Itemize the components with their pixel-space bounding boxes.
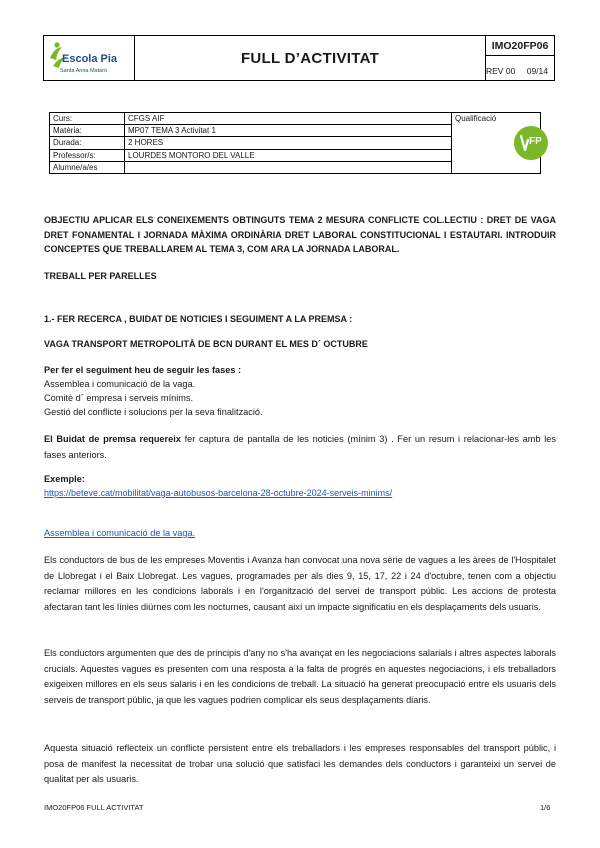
document-code: IMO20FP06: [491, 40, 549, 52]
logo-cell: [44, 36, 134, 80]
info-label-professor: Professor/s:: [50, 149, 125, 161]
phase-item: Assemblea i comunicació de la vaga.: [44, 379, 196, 389]
fp-badge: [512, 120, 550, 166]
work-mode: TREBALL PER PARELLES: [44, 271, 157, 281]
body-paragraph: Els conductors de bus de les empreses Moventis i Avanza han convocat una nova sèrie de vagues a les àrees de l'Hospitalet de Llobregat i el Baix Llobregat. Les vagues, programades per als dies 9, 15, 17, 22 i 24 d'octubre, tenen com a objectiu reclamar millores en les condicions laborals i en l'organització del servei de transport públic. Les accions de protesta afectaran tant les línies diürnes com les nocturnes, causant així un impacte significatiu en els desplaçaments dels usuaris.: [44, 555, 556, 612]
logo-name: Escola Pia: [62, 53, 118, 65]
revision-date: 09/14: [526, 66, 548, 76]
page-title: FULL D’ACTIVITAT: [134, 36, 486, 80]
body-paragraph: Aquesta situació reflecteix un conflicte persistent entre els treballadors i les empreses responsables del transport públic, i posa de manifest la necessitat de trobar una solució que satisfaci les demandes dels conductors i garanteixi un servei de qualitat per als usuaris.: [44, 743, 556, 784]
example-link[interactable]: https://beteve.cat/mobilitat/vaga-autobusos-barcelona-28-octubre-2024-serveis-minims/: [44, 488, 393, 498]
phases-intro: Per fer el seguiment heu de seguir les fases :: [44, 365, 242, 375]
info-label-curs: Curs:: [50, 113, 125, 125]
info-table: [49, 112, 549, 174]
info-value-alumne: [125, 161, 452, 173]
revision-label: REV 00: [486, 66, 516, 76]
phase-item: Comitè d´ empresa i serveis mínims.: [44, 393, 194, 403]
phase-item: Gestió del conflicte i solucions per la seva finalització.: [44, 407, 263, 417]
buidat-rest: fer captura de pantalla de les noticies (mínim 3) . Fer un resum i relacionar-les amb les fases anteriors.: [44, 434, 556, 460]
document-header: [43, 35, 555, 81]
qualification-label: Qualificació: [455, 114, 497, 123]
objective-text: OBJECTIU APLICAR ELS CONEIXEMENTS OBTINGUTS TEMA 2 MESURA CONFLICTE COL.LECTIU : DRET DE VAGA DRET FONAMENTAL I JORNADA MÀXIMA ORDINÀRIA DRET LABORAL CONSTITUCIONAL I ESTAUTARI. INTRODUIR CONCEPTES QUE TREBALLAREM AL TEMA 3, COM ARA LA JORNADA LABORAL.: [44, 215, 556, 254]
info-value-materia: MP07 TEMA 3 Activitat 1: [125, 125, 452, 137]
example-label: Exemple:: [44, 474, 85, 484]
buidat-instructions: [44, 432, 556, 463]
info-value-curs: CFGS AIF: [125, 113, 452, 125]
info-value-professor: LOURDES MONTORO DEL VALLE: [125, 149, 452, 161]
document-code-cell: [486, 36, 554, 80]
buidat-bold-lead: El Buidat de premsa requereix: [44, 434, 181, 444]
footer-page-number: 1/6: [540, 803, 551, 812]
info-label-materia: Matèria:: [50, 125, 125, 137]
info-label-alumne: Alumne/a/es: [50, 161, 125, 173]
code-divider: [486, 55, 554, 56]
body-paragraph: Els conductors argumenten que des de principis d'any no s'ha avançat en les negociacions salarials i altres aspectes laborals crucials. Aquestes vagues es presenten com una resposta a la falta de progrés en aquestes negociacions, i els treballadors exigeixen millores en els seus salaris i en les condicions de treball. La situació ha generat preocupació entre els usuaris dels serveis de transport públic, ja que les vagues podrien complicar els seus desplaçaments diaris.: [44, 648, 556, 705]
info-label-durada: Durada:: [50, 137, 125, 149]
footer-left: IMO20FP06 FULL ACTIVITAT: [44, 803, 144, 812]
logo-subtitle: Santa Anna Mataró: [60, 68, 108, 74]
section-1-heading: 1.- FER RECERCA , BUIDAT DE NOTICIES I SEGUIMENT A LA PREMSA :: [44, 314, 353, 324]
section-link-assemblea[interactable]: Assemblea i comunicació de la vaga.: [44, 528, 196, 538]
section-1-subtitle: VAGA TRANSPORT METROPOLITÀ DE BCN DURANT EL MES D´ OCTUBRE: [44, 339, 368, 349]
fp-badge-text: FP: [529, 136, 542, 147]
info-value-durada: 2 HORES: [125, 137, 452, 149]
